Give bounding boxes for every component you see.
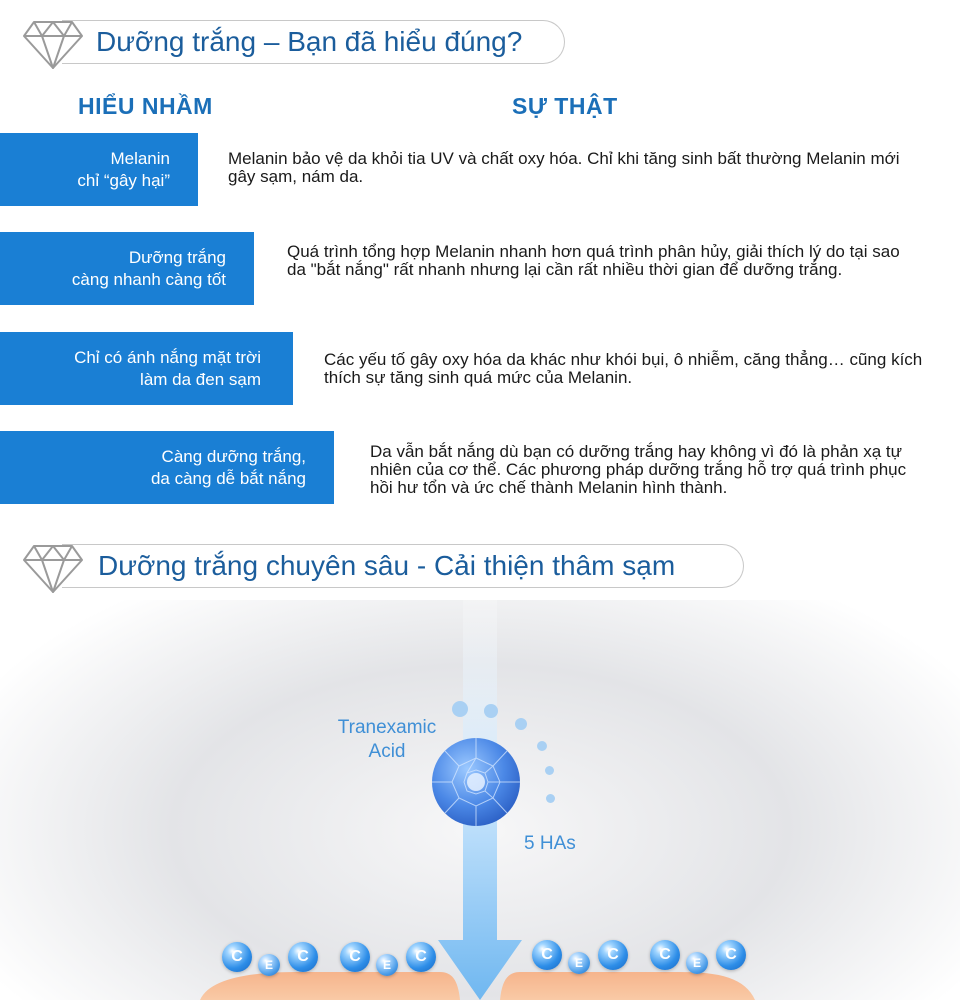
myth-line: Dưỡng trắng [128,247,226,267]
fact-text: Da vẫn bắt nắng dù bạn có dưỡng trắng hay không vì đó là phản xạ tự nhiên của cơ thể. Các phương pháp dưỡng trắng hỗ trợ quá trình phục hồi hư tổn và ức chế thành Melanin hình thành. [370,442,907,497]
fact-text: Quá trình tổng hợp Melanin nhanh hơn quá trình phân hủy, giải thích lý do tại sao da "bắt nắng" rất nhanh nhưng lại cần rất nhiều thời gian để dưỡng trắng. [287,242,900,279]
vitamin-e-bubble: E [376,954,398,976]
vitamin-c-bubble: C [406,942,436,972]
vitamin-c-bubble: C [340,942,370,972]
particle-dot [484,704,498,718]
treatment-illustration [0,600,960,1000]
vitamin-c-bubble: C [222,942,252,972]
particle-dot [537,741,547,751]
particle-dot [545,766,554,775]
vitamin-c-bubble: C [288,942,318,972]
fact-text: Các yếu tố gây oxy hóa da khác như khói bụi, ô nhiễm, căng thẳng… cũng kích thích sự tăng sinh quá mức của Melanin. [324,350,923,387]
particle-dot [452,701,468,717]
diamond-icon [22,544,84,594]
particle-dot [515,718,527,730]
vitamin-c-bubble: C [532,940,562,970]
myth-column-title: HIỂU NHẦM [78,93,213,119]
myth-line: da càng dễ bắt nắng [150,468,306,488]
vitamin-e-bubble: E [258,954,280,976]
myth-box [0,232,254,305]
tranexamic-line: Tranexamic [337,717,437,738]
tranexamic-line: Acid [368,741,406,762]
myth-line: Chỉ có ánh nắng mặt trời [74,347,261,367]
vitamin-e-bubble: E [568,952,590,974]
myth-line: làm da đen sạm [140,369,261,389]
myth-line: Melanin [110,148,170,168]
has-label: 5 HAs [524,833,576,854]
vitamin-c-bubble: C [598,940,628,970]
myth-box [0,332,293,405]
myth-line: Càng dưỡng trắng, [161,446,306,466]
section-title: Dưỡng trắng chuyên sâu - Cải thiện thâm sạm [98,550,676,581]
myth-line: càng nhanh càng tốt [71,269,226,289]
vitamin-e-bubble: E [686,952,708,974]
tranexamic-label [322,716,452,764]
myth-box [0,133,198,206]
fact-text: Melanin bảo vệ da khỏi tia UV và chất oxy hóa. Chỉ khi tăng sinh bất thường Melanin mới gây sạm, nám da. [228,149,900,186]
myth-box [0,431,334,504]
vitamin-c-bubble: C [650,940,680,970]
page-title: Dưỡng trắng – Bạn đã hiểu đúng? [96,26,523,57]
fact-column-title: SỰ THẬT [512,93,618,119]
particle-dot [546,794,555,803]
myth-line: chỉ “gây hại” [77,170,170,190]
diamond-icon [22,20,84,70]
vitamin-c-bubble: C [716,940,746,970]
